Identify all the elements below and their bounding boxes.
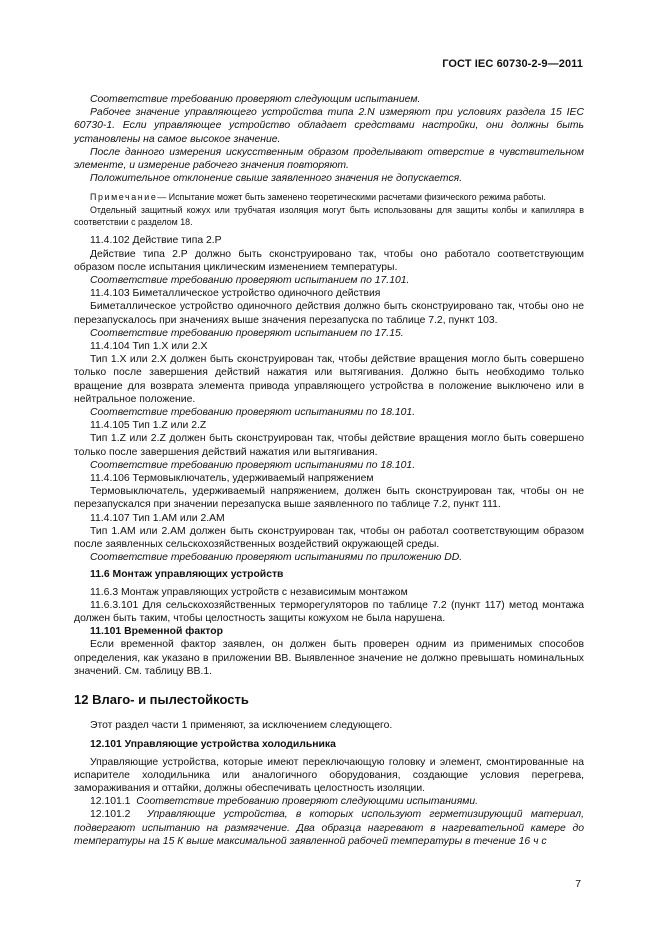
subsection-heading: 12.101 Управляющие устройства холодильника [90, 739, 336, 751]
clause-heading: 11.4.107 Тип 1.АМ или 2.АМ [90, 512, 225, 524]
clause-heading: 11.4.102 Действие типа 2.Р [90, 235, 222, 247]
paragraph: Положительное отклонение свыше заявленного значения не допускается. [90, 173, 463, 185]
clause-heading: 11.6.3 Монтаж управляющих устройств с независимым монтажом [90, 586, 408, 598]
paragraph: Этот раздел части 1 применяют, за исключением следующего. [90, 720, 393, 732]
subsection-heading: 11.101 Временной фактор [90, 626, 223, 638]
document-header: ГОСТ IEC 60730-2-9—2011 [442, 58, 583, 70]
paragraph: Термовыключатель, удерживаемый напряжением, должен быть сконструирован так, чтобы он не перезапускался при значении перезапуска выше заявленного по таблице 7.2, пункт 111. [74, 486, 584, 511]
paragraph: После данного измерения искусственным образом проделывают отверстие в чувствительном элементе, и измерение рабочего значения повторяют. [74, 146, 584, 172]
paragraph: Управляющие устройства, которые имеют переключающую головку и элемент, смонтированные на испарителе холодильника или аналогичного оборудования, создающие условия перегрева, замораживания и оттайки, должны обеспечивать целостность изоляции. [74, 756, 584, 795]
clause-number: 12.101.1 [90, 796, 131, 808]
paragraph: Действие типа 2.Р должно быть сконструировано так, чтобы оно работало соответствующим образом после испытания циклическим изменением температуры. [74, 248, 584, 273]
clause-heading: 11.4.105 Тип 1.Z или 2.Z [90, 420, 207, 432]
paragraph: 11.6.3.101 Для сельскохозяйственных терморегуляторов по таблице 7.2 (пункт 117) метод монтажа должен быть таким, чтобы целостность защиты кожухом не была нарушена. [74, 599, 584, 624]
clause-heading: 11.4.106 Термовыключатель, удерживаемый напряжением [90, 472, 374, 484]
note-label: Примечание [90, 192, 158, 203]
note [74, 191, 584, 203]
note-text: — Испытание может быть заменено теоретическими расчетами физического режима работы. [157, 192, 546, 203]
paragraph: Соответствие требованию проверяют испытанием по 17.15. [90, 327, 404, 339]
subsection-heading: 11.6 Монтаж управляющих устройств [90, 569, 284, 581]
clause-text: Соответствие требованию проверяют следующими испытаниями. [136, 796, 479, 808]
paragraph: Соответствие требованию проверяют испытанием по 17.101. [90, 274, 410, 286]
paragraph: Соответствие требованию проверяют испытаниями по приложению DD. [90, 552, 463, 564]
note-paragraph: Отдельный защитный кожух или трубчатая изоляция могут быть использованы для защиты колбы и капилляра в соответствии с разделом 18. [74, 204, 584, 228]
clause-number: 12.101.2 [90, 809, 131, 821]
paragraph: Тип 1.АМ или 2.АМ должен быть сконструирован так, чтобы он работал соответствующим образом после заявленных сельскохозяйственных воздействий окружающей среды. [74, 525, 584, 550]
section-heading: 12 Влаго- и пылестойкость [74, 692, 249, 708]
paragraph: Тип 1.Х или 2.Х должен быть сконструирован так, чтобы действие вращения могло быть совершено только после завершения действий нажатия или вытягивания. Должно быть необходимо только вращение для возврата элемента привода управляющего устройства в положение выключено или в нейтральное положение. [74, 354, 584, 405]
paragraph [74, 808, 584, 848]
paragraph: Рабочее значение управляющего устройства типа 2.N измеряют при условиях раздела 15 IEC 60730-1. Если управляющее устройство обладает средствами настройки, они должны быть установлены на самое высокое значение. [74, 107, 584, 145]
clause-text: Управляющие устройства, в которых используют герметизирующий материал, подвергают испытанию на размягчение. Два образца нагревают в нагревательной камере до температуры на 15 К выше максимальной заявленной рабочей температуры в течение 16 ч с [74, 809, 585, 847]
paragraph: Биметаллическое устройство одиночного действия должно быть сконструировано так, чтобы оно не перезапускалось при значениях выше значения перезапуска по таблице 7.2, пункт 103. [74, 301, 584, 326]
paragraph: Соответствие требованию проверяют испытаниями по 18.101. [90, 406, 416, 418]
paragraph: Если временной фактор заявлен, он должен быть проверен одним из применимых способов определения, как указано в приложении ВВ. Выявленное значение не должно превышать номинальных значений. См. таблицу ВВ.1. [74, 639, 584, 677]
paragraph: Соответствие требованию проверяют испытаниями по 18.101. [90, 459, 416, 471]
page-number: 7 [575, 879, 581, 890]
clause-heading: 11.4.103 Биметаллическое устройство одиночного действия [90, 288, 381, 300]
clause-heading: 11.4.104 Тип 1.Х или 2.Х [90, 340, 208, 352]
paragraph: Тип 1.Z или 2.Z должен быть сконструирован так, чтобы действие вращения могло быть совершено только после завершения действий нажатия или вытягивания. [74, 433, 584, 458]
document-body [74, 93, 584, 848]
paragraph: Соответствие требованию проверяют следующим испытанием. [90, 94, 421, 105]
paragraph [74, 795, 584, 808]
